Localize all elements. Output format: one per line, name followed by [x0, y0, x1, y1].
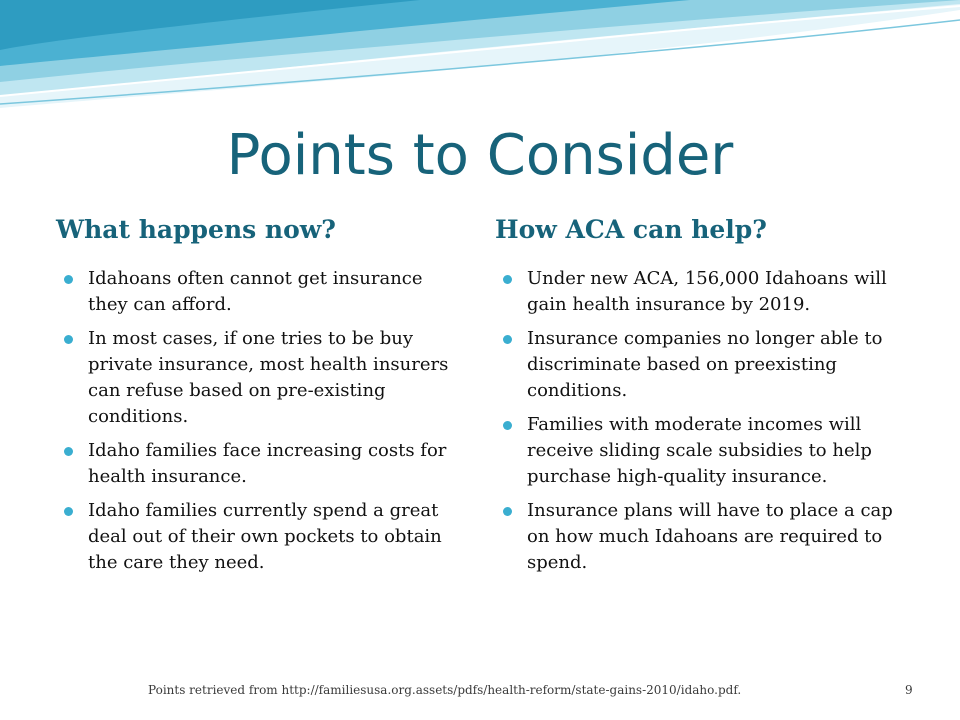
list-item: [495, 498, 910, 576]
list-item: [56, 498, 466, 576]
bullet-icon: [503, 421, 512, 430]
list-item: [56, 438, 466, 490]
left-column-heading: What happens now?: [56, 215, 336, 244]
right-column-heading: How ACA can help?: [495, 215, 767, 244]
list-item: [56, 266, 466, 318]
bullet-text: Idahoans often cannot get insurance they can afford.: [88, 268, 423, 315]
slide-title: Points to Consider: [226, 123, 734, 188]
bullet-text: In most cases, if one tries to be buy private insurance, most health insurers can refuse based on pre-existing conditions.: [88, 328, 449, 427]
right-column: [495, 212, 910, 584]
list-item: [495, 266, 910, 318]
bullet-icon: [503, 507, 512, 516]
bullet-text: Idaho families currently spend a great deal out of their own pockets to obtain the care they need.: [88, 500, 442, 573]
bullet-text: Insurance companies no longer able to discriminate based on preexisting conditions.: [527, 328, 883, 401]
bullet-icon: [64, 507, 73, 516]
left-bullet-list: [56, 266, 466, 576]
bullet-text: Insurance plans will have to place a cap on how much Idahoans are required to spend.: [527, 500, 893, 573]
left-column: [56, 212, 466, 584]
bullet-icon: [503, 335, 512, 344]
page-number: 9: [905, 683, 913, 697]
bullet-icon: [64, 447, 73, 456]
header-wave-decoration: [0, 0, 960, 120]
right-bullet-list: [495, 266, 910, 576]
bullet-text: Under new ACA, 156,000 Idahoans will gain health insurance by 2019.: [527, 268, 887, 315]
list-item: [495, 326, 910, 404]
bullet-icon: [64, 335, 73, 344]
bullet-text: Idaho families face increasing costs for health insurance.: [88, 440, 447, 487]
bullet-icon: [503, 275, 512, 284]
bullet-icon: [64, 275, 73, 284]
list-item: [56, 326, 466, 430]
list-item: [495, 412, 910, 490]
source-footnote: Points retrieved from http://familiesusa.org.assets/pdfs/health-reform/state-gains-2010/idaho.pdf.: [148, 683, 742, 697]
bullet-text: Families with moderate incomes will receive sliding scale subsidies to help purchase high-quality insurance.: [527, 414, 872, 487]
